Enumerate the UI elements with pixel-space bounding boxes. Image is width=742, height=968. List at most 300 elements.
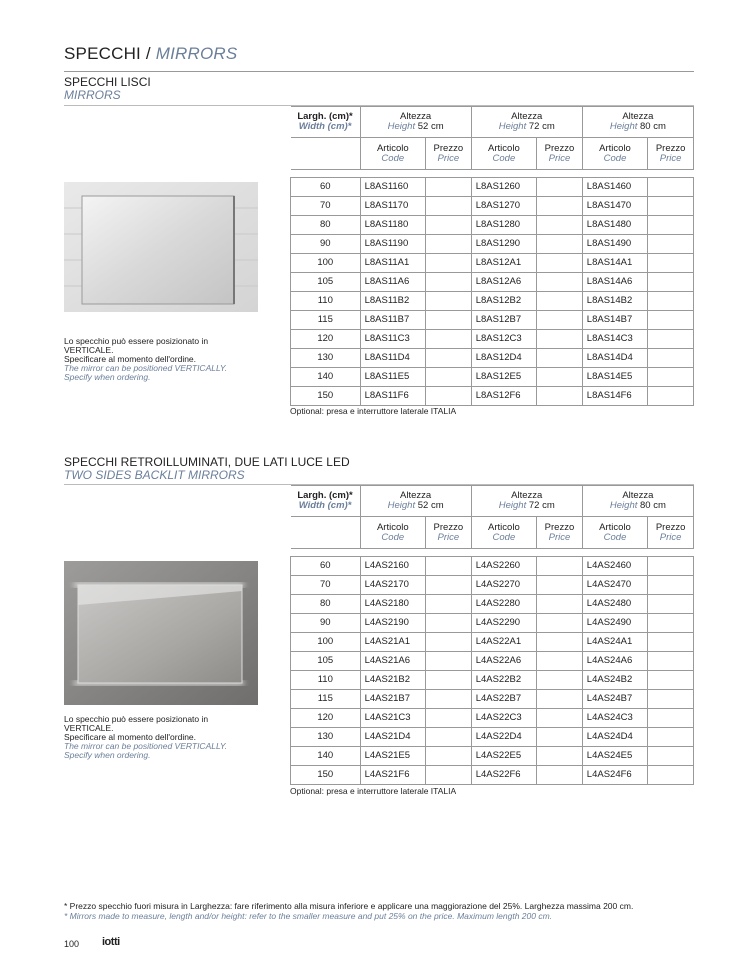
width-cell: 115 (291, 690, 361, 709)
price-cell (648, 614, 694, 633)
section-2-position-note (64, 715, 234, 760)
table-row (291, 633, 694, 652)
price-cell (537, 349, 583, 368)
width-cell: 90 (291, 235, 361, 254)
price-header-en: Price (659, 531, 682, 543)
price-header-it: Prezzo (544, 521, 575, 533)
code-cell: L4AS21B7 (360, 690, 425, 709)
height-header-en: Height (609, 500, 638, 511)
price-cell (426, 254, 472, 273)
table-spacer (291, 549, 694, 557)
code-cell: L8AS11A1 (360, 254, 425, 273)
code-cell: L8AS12A6 (471, 273, 536, 292)
code-cell: L8AS1290 (471, 235, 536, 254)
section-2-title-it: SPECCHI RETROILLUMINATI, DUE LATI LUCE LED (64, 455, 350, 469)
height-header (582, 486, 693, 517)
code-header-en: Code (603, 152, 627, 164)
width-cell: 130 (291, 349, 361, 368)
note-it-1: Lo specchio può essere posizionato in VERTICALE. (64, 714, 209, 733)
code-cell: L4AS2270 (471, 576, 536, 595)
note-en-1: The mirror can be positioned VERTICALLY. (64, 741, 228, 751)
height-header (360, 486, 471, 517)
section-2-optional: Optional: presa e interruttore laterale ITALIA (290, 786, 457, 796)
price-cell (648, 690, 694, 709)
price-cell (537, 254, 583, 273)
code-cell: L8AS11F6 (360, 387, 425, 406)
table-row (291, 254, 694, 273)
price-cell (426, 671, 472, 690)
width-cell: 110 (291, 292, 361, 311)
section-1-title (64, 76, 151, 102)
code-cell: L4AS22D4 (471, 728, 536, 747)
width-cell: 120 (291, 709, 361, 728)
price-cell (426, 197, 472, 216)
price-cell (537, 235, 583, 254)
price-cell (537, 595, 583, 614)
price-cell (648, 273, 694, 292)
price-cell (648, 633, 694, 652)
width-header (291, 107, 361, 138)
table-row (291, 273, 694, 292)
code-cell: L4AS24A1 (582, 633, 647, 652)
page-number: 100 (64, 939, 80, 949)
backlit-mirrors-table (290, 485, 694, 785)
width-header-it: Largh. (cm)* (297, 490, 353, 501)
price-header (537, 517, 583, 549)
table-row (291, 557, 694, 576)
note-it-1: Lo specchio può essere posizionato in VERTICALE. (64, 336, 209, 355)
price-cell (648, 197, 694, 216)
price-cell (648, 576, 694, 595)
note-en-1: The mirror can be positioned VERTICALLY. (64, 363, 228, 373)
width-cell: 80 (291, 216, 361, 235)
width-cell: 140 (291, 368, 361, 387)
code-cell: L4AS22C3 (471, 709, 536, 728)
code-cell: L8AS1280 (471, 216, 536, 235)
height-value: 80 cm (640, 121, 666, 132)
price-cell (537, 387, 583, 406)
footnote-en: * Mirrors made to measure, length and/or height: refer to the smaller measure and put 25% on the price. Maximum length 200 cm. (64, 911, 553, 921)
code-header (471, 517, 536, 549)
width-cell: 110 (291, 671, 361, 690)
section-1-position-note (64, 337, 234, 382)
code-cell: L4AS2480 (582, 595, 647, 614)
code-cell: L4AS21A6 (360, 652, 425, 671)
price-cell (426, 311, 472, 330)
price-cell (648, 178, 694, 197)
code-header-en: Code (492, 152, 516, 164)
price-cell (648, 652, 694, 671)
code-cell: L4AS24B7 (582, 690, 647, 709)
table-row (291, 671, 694, 690)
price-header (426, 138, 472, 170)
height-header (360, 107, 471, 138)
table-row (291, 178, 694, 197)
price-header-en: Price (548, 531, 571, 543)
price-cell (426, 292, 472, 311)
price-cell (537, 330, 583, 349)
price-header (426, 517, 472, 549)
code-cell: L4AS21F6 (360, 766, 425, 785)
table-row (291, 576, 694, 595)
width-header-en: Width (cm)* (298, 500, 352, 511)
width-cell: 100 (291, 633, 361, 652)
width-header-en: Width (cm)* (298, 121, 352, 132)
section-1-title-en: MIRRORS (64, 88, 121, 102)
page-title (64, 44, 237, 64)
code-cell: L4AS24A6 (582, 652, 647, 671)
code-cell: L8AS14C3 (582, 330, 647, 349)
width-cell: 80 (291, 595, 361, 614)
price-header-en: Price (548, 152, 571, 164)
price-cell (537, 311, 583, 330)
width-cell: 70 (291, 197, 361, 216)
code-cell: L8AS12F6 (471, 387, 536, 406)
price-cell (537, 292, 583, 311)
price-header-it: Prezzo (433, 521, 464, 533)
code-cell: L8AS14E5 (582, 368, 647, 387)
price-cell (426, 614, 472, 633)
table-row (291, 292, 694, 311)
price-cell (537, 728, 583, 747)
code-cell: L4AS21B2 (360, 671, 425, 690)
table-row (291, 349, 694, 368)
code-cell: L4AS2260 (471, 557, 536, 576)
price-cell (537, 690, 583, 709)
height-header-en: Height (609, 121, 638, 132)
code-cell: L4AS24D4 (582, 728, 647, 747)
price-header (648, 517, 694, 549)
price-cell (426, 728, 472, 747)
plain-mirror-illustration (64, 182, 258, 312)
price-cell (648, 216, 694, 235)
price-cell (426, 273, 472, 292)
code-cell: L4AS2470 (582, 576, 647, 595)
price-cell (537, 197, 583, 216)
table-row (291, 690, 694, 709)
table-subheader-row (291, 138, 694, 170)
price-cell (648, 368, 694, 387)
height-value: 72 cm (528, 121, 555, 132)
width-cell: 100 (291, 254, 361, 273)
price-cell (537, 709, 583, 728)
height-header-it: Altezza (622, 490, 654, 501)
table-row (291, 728, 694, 747)
code-cell: L8AS14A1 (582, 254, 647, 273)
width-cell: 150 (291, 766, 361, 785)
price-cell (426, 235, 472, 254)
code-header-it: Articolo (599, 521, 631, 533)
price-cell (537, 557, 583, 576)
note-en-2: Specify when ordering. (64, 372, 151, 382)
code-cell: L8AS14B7 (582, 311, 647, 330)
code-cell: L8AS12E5 (471, 368, 536, 387)
table-header-row (291, 486, 694, 517)
price-cell (426, 330, 472, 349)
width-cell: 120 (291, 330, 361, 349)
code-cell: L8AS14B2 (582, 292, 647, 311)
price-cell (648, 387, 694, 406)
height-header-it: Altezza (400, 490, 432, 501)
price-cell (648, 766, 694, 785)
table-row (291, 652, 694, 671)
code-header (360, 517, 425, 549)
price-cell (537, 766, 583, 785)
code-cell: L4AS2170 (360, 576, 425, 595)
price-header-en: Price (437, 152, 460, 164)
height-header (471, 107, 582, 138)
code-cell: L4AS2160 (360, 557, 425, 576)
table-row (291, 216, 694, 235)
width-header (291, 486, 361, 517)
empty-cell (291, 138, 361, 170)
height-header-en: Height (387, 500, 416, 511)
code-header (582, 138, 647, 170)
section-1-optional: Optional: presa e interruttore laterale ITALIA (290, 406, 457, 416)
spacer-cell (291, 170, 694, 178)
price-cell (426, 747, 472, 766)
code-cell: L8AS1170 (360, 197, 425, 216)
code-cell: L4AS2460 (582, 557, 647, 576)
code-header (360, 138, 425, 170)
code-header-en: Code (603, 531, 627, 543)
table-row (291, 747, 694, 766)
code-cell: L4AS22B7 (471, 690, 536, 709)
price-cell (426, 595, 472, 614)
code-cell: L8AS1190 (360, 235, 425, 254)
code-cell: L4AS21A1 (360, 633, 425, 652)
price-cell (648, 747, 694, 766)
section-1-title-it: SPECCHI LISCI (64, 75, 151, 89)
code-header-en: Code (381, 152, 405, 164)
code-header-it: Articolo (488, 142, 520, 154)
width-cell: 130 (291, 728, 361, 747)
code-cell: L4AS22B2 (471, 671, 536, 690)
plain-mirror-image (64, 182, 258, 312)
code-cell: L4AS24F6 (582, 766, 647, 785)
code-header (582, 517, 647, 549)
code-cell: L4AS24E5 (582, 747, 647, 766)
code-cell: L8AS1490 (582, 235, 647, 254)
price-cell (426, 349, 472, 368)
plain-mirrors-table (290, 106, 694, 406)
height-header (582, 107, 693, 138)
code-cell: L8AS1160 (360, 178, 425, 197)
page-title-it: SPECCHI / (64, 44, 151, 63)
note-it-2: Specificare al momento dell'ordine. (64, 732, 197, 742)
code-cell: L8AS11B2 (360, 292, 425, 311)
price-header-it: Prezzo (433, 142, 464, 154)
width-header-it: Largh. (cm)* (297, 111, 353, 122)
price-cell (648, 311, 694, 330)
backlit-mirror-image (64, 561, 258, 705)
code-cell: L8AS11C3 (360, 330, 425, 349)
height-header-en: Height (387, 121, 416, 132)
code-cell: L8AS12B2 (471, 292, 536, 311)
price-cell (537, 178, 583, 197)
code-header (471, 138, 536, 170)
code-header-en: Code (492, 531, 516, 543)
price-cell (537, 671, 583, 690)
table-row (291, 709, 694, 728)
code-cell: L8AS1180 (360, 216, 425, 235)
price-header-it: Prezzo (544, 142, 575, 154)
code-cell: L4AS2280 (471, 595, 536, 614)
section-2-title-en: TWO SIDES BACKLIT MIRRORS (64, 468, 245, 482)
note-it-2: Specificare al momento dell'ordine. (64, 354, 197, 364)
section-2-title (64, 456, 350, 482)
price-cell (648, 595, 694, 614)
price-header-it: Prezzo (655, 521, 686, 533)
price-cell (426, 178, 472, 197)
code-header-en: Code (381, 531, 405, 543)
code-header-it: Articolo (488, 521, 520, 533)
height-value: 52 cm (417, 121, 444, 132)
code-header-it: Articolo (376, 521, 409, 533)
table-spacer (291, 170, 694, 178)
code-cell: L8AS1260 (471, 178, 536, 197)
code-cell: L8AS1470 (582, 197, 647, 216)
height-header-it: Altezza (511, 111, 543, 122)
code-cell: L8AS11E5 (360, 368, 425, 387)
price-cell (648, 235, 694, 254)
code-cell: L8AS14F6 (582, 387, 647, 406)
brand-logo: iotti (102, 936, 120, 948)
table-row (291, 595, 694, 614)
price-cell (537, 273, 583, 292)
width-cell: 70 (291, 576, 361, 595)
code-cell: L8AS11D4 (360, 349, 425, 368)
price-cell (426, 690, 472, 709)
width-cell: 60 (291, 178, 361, 197)
code-cell: L8AS14A6 (582, 273, 647, 292)
code-cell: L8AS11B7 (360, 311, 425, 330)
price-cell (426, 709, 472, 728)
width-cell: 115 (291, 311, 361, 330)
footnote-it: * Prezzo specchio fuori misura in Larghezza: fare riferimento alla misura inferiore e applicare una maggiorazione del 25%. Larghezza massima 200 cm. (64, 901, 634, 911)
footnote (64, 901, 633, 921)
empty-cell (291, 517, 361, 549)
table-subheader-row (291, 517, 694, 549)
width-cell: 150 (291, 387, 361, 406)
code-cell: L4AS22E5 (471, 747, 536, 766)
price-header (648, 138, 694, 170)
code-cell: L8AS1480 (582, 216, 647, 235)
width-cell: 105 (291, 273, 361, 292)
code-cell: L4AS2290 (471, 614, 536, 633)
code-cell: L4AS22A1 (471, 633, 536, 652)
height-value: 72 cm (528, 500, 555, 511)
price-cell (648, 671, 694, 690)
price-cell (648, 709, 694, 728)
table-row (291, 197, 694, 216)
width-cell: 105 (291, 652, 361, 671)
price-header (537, 138, 583, 170)
code-cell: L4AS21D4 (360, 728, 425, 747)
table-row (291, 330, 694, 349)
price-cell (537, 747, 583, 766)
height-header-it: Altezza (622, 111, 654, 122)
price-cell (648, 292, 694, 311)
height-header-it: Altezza (400, 111, 432, 122)
title-divider (64, 71, 694, 72)
code-cell: L4AS24B2 (582, 671, 647, 690)
price-cell (426, 633, 472, 652)
code-cell: L8AS12C3 (471, 330, 536, 349)
table-row (291, 311, 694, 330)
height-header-it: Altezza (511, 490, 543, 501)
code-cell: L4AS21E5 (360, 747, 425, 766)
width-cell: 140 (291, 747, 361, 766)
price-cell (426, 216, 472, 235)
page-title-en: MIRRORS (155, 44, 238, 63)
price-cell (426, 652, 472, 671)
code-cell: L4AS2180 (360, 595, 425, 614)
spacer-cell (291, 549, 694, 557)
price-cell (426, 557, 472, 576)
code-cell: L8AS1270 (471, 197, 536, 216)
code-header-it: Articolo (599, 142, 631, 154)
price-cell (648, 728, 694, 747)
price-cell (537, 614, 583, 633)
note-en-2: Specify when ordering. (64, 750, 151, 760)
table-row (291, 614, 694, 633)
code-cell: L8AS12D4 (471, 349, 536, 368)
code-cell: L4AS2490 (582, 614, 647, 633)
backlit-mirror-illustration (64, 561, 258, 705)
price-cell (537, 633, 583, 652)
code-cell: L4AS21C3 (360, 709, 425, 728)
code-cell: L8AS14D4 (582, 349, 647, 368)
price-cell (648, 254, 694, 273)
price-header-en: Price (437, 531, 460, 543)
height-header-en: Height (498, 500, 527, 511)
price-cell (537, 652, 583, 671)
price-cell (426, 766, 472, 785)
code-cell: L4AS2190 (360, 614, 425, 633)
width-cell: 90 (291, 614, 361, 633)
height-value: 52 cm (417, 500, 444, 511)
code-cell: L8AS11A6 (360, 273, 425, 292)
table-row (291, 235, 694, 254)
height-header (471, 486, 582, 517)
price-cell (537, 368, 583, 387)
price-cell (648, 349, 694, 368)
price-cell (648, 557, 694, 576)
code-cell: L4AS22A6 (471, 652, 536, 671)
code-cell: L8AS1460 (582, 178, 647, 197)
price-cell (426, 576, 472, 595)
price-cell (537, 216, 583, 235)
price-cell (648, 330, 694, 349)
width-cell: 60 (291, 557, 361, 576)
table-row (291, 387, 694, 406)
price-header-it: Prezzo (655, 142, 686, 154)
code-cell: L4AS24C3 (582, 709, 647, 728)
height-value: 80 cm (640, 500, 666, 511)
price-header-en: Price (659, 152, 682, 164)
price-cell (426, 387, 472, 406)
height-header-en: Height (498, 121, 527, 132)
code-cell: L8AS12B7 (471, 311, 536, 330)
price-cell (537, 576, 583, 595)
table-row (291, 368, 694, 387)
table-row (291, 766, 694, 785)
code-cell: L8AS12A1 (471, 254, 536, 273)
table-header-row (291, 107, 694, 138)
code-cell: L4AS22F6 (471, 766, 536, 785)
price-cell (426, 368, 472, 387)
